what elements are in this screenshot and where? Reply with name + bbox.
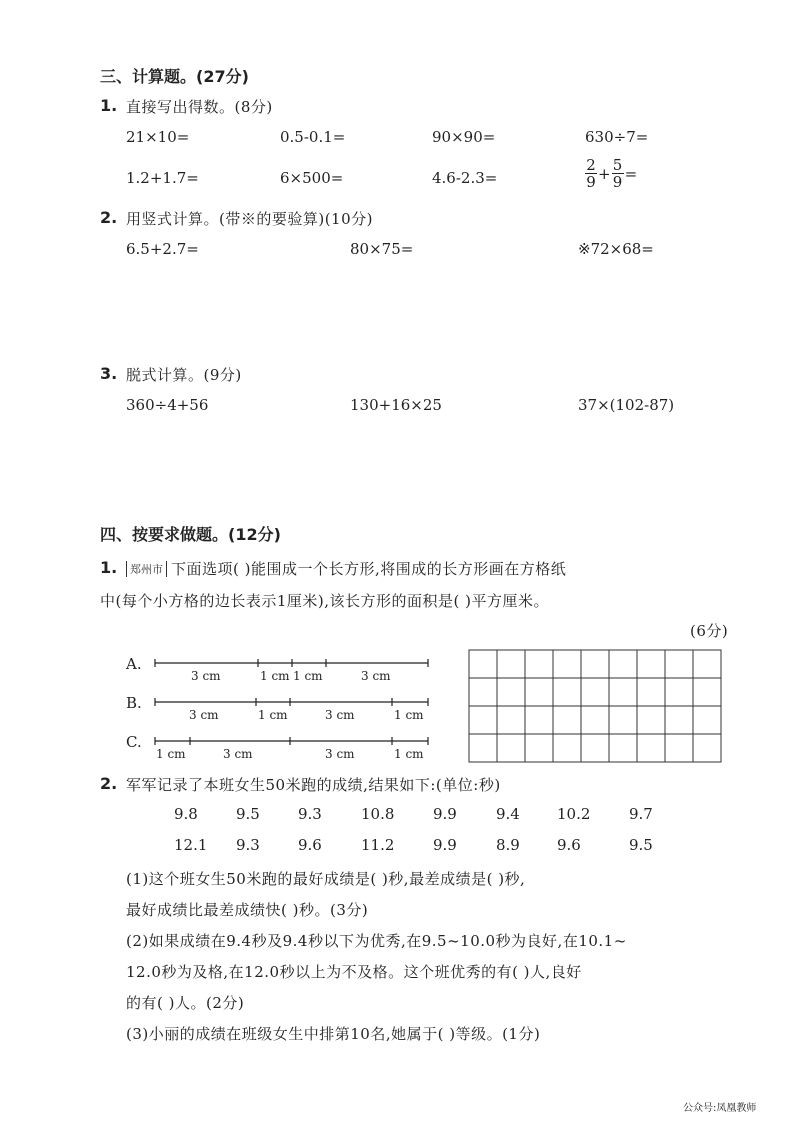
- calc-item: 4.6-2.3=: [432, 169, 498, 187]
- q3-1-number: 1.: [100, 96, 118, 115]
- section-3-title: 三、计算题。(27分): [100, 67, 249, 86]
- stepwise-calc-item: 130+16×25: [350, 396, 442, 414]
- score-value: 9.9: [433, 836, 457, 854]
- calc-item: 1.2+1.7=: [126, 169, 199, 187]
- q4-2-part3: (3)小丽的成绩在班级女生中排第10名,她属于( )等级。(1分): [126, 1025, 541, 1043]
- segment-line-a: [155, 659, 428, 667]
- segment-label: 3 cm: [325, 747, 355, 761]
- score-value: 9.3: [298, 805, 322, 823]
- vertical-calc-item: 80×75=: [350, 240, 414, 258]
- q4-2-part2-line2: 12.0秒为及格,在12.0秒以上为不及格。这个班优秀的有( )人,良好: [126, 963, 582, 981]
- segment-line-c: [155, 737, 428, 745]
- segment-label: 1 cm: [258, 708, 288, 722]
- segment-label: 1 cm: [293, 669, 323, 683]
- option-c-label: C.: [126, 733, 142, 751]
- q4-1-text-2: 中(每个小方格的边长表示1厘米),该长方形的面积是( )平方厘米。: [100, 592, 549, 610]
- segment-label: 1 cm: [394, 708, 424, 722]
- calc-item: 21×10=: [126, 128, 190, 146]
- fraction-2-9: $\frac{2}{9}$: [586, 156, 596, 191]
- score-value: 9.5: [236, 805, 260, 823]
- score-value: 9.4: [496, 805, 520, 823]
- segment-label: 1 cm: [394, 747, 424, 761]
- score-value: 9.8: [174, 805, 198, 823]
- q4-2-part2-line3: 的有( )人。(2分): [126, 994, 245, 1012]
- score-value: 9.9: [433, 805, 457, 823]
- footer-wechat: 公众号:凤凰教师: [683, 1103, 757, 1114]
- q3-2-number: 2.: [100, 208, 118, 227]
- score-value: 10.2: [557, 805, 591, 823]
- q4-2-number: 2.: [100, 774, 118, 793]
- vertical-calc-item: 6.5+2.7=: [126, 240, 199, 258]
- score-value: 9.3: [236, 836, 260, 854]
- plus-sign: +: [598, 164, 611, 183]
- segment-label: 3 cm: [223, 747, 253, 761]
- score-value: 9.6: [557, 836, 581, 854]
- calc-item: 0.5-0.1=: [280, 128, 346, 146]
- score-value: 9.7: [629, 805, 653, 823]
- section-4-title: 四、按要求做题。(12分): [100, 525, 281, 544]
- score-value: 8.9: [496, 836, 520, 854]
- segment-label: 3 cm: [361, 669, 391, 683]
- option-a-label: A.: [126, 655, 142, 673]
- score-value: 11.2: [361, 836, 395, 854]
- segment-label: 1 cm: [260, 669, 290, 683]
- segment-label: 1 cm: [156, 747, 186, 761]
- calc-item: 90×90=: [432, 128, 496, 146]
- segment-label: 3 cm: [189, 708, 219, 722]
- q4-1-number: 1.: [100, 558, 118, 577]
- score-value: 12.1: [174, 836, 208, 854]
- q4-1-text-1: 下面选项( )能围成一个长方形,将围成的长方形画在方格纸: [171, 560, 567, 578]
- grid-paper: [469, 650, 721, 762]
- calc-item: 630÷7=: [585, 128, 649, 146]
- calc-item: 6×500=: [280, 169, 344, 187]
- q4-1-score: (6分): [690, 622, 729, 640]
- q4-2-part1-line1: (1)这个班女生50米跑的最好成绩是( )秒,最差成绩是( )秒,: [126, 870, 526, 888]
- segment-label: 3 cm: [191, 669, 221, 683]
- stepwise-calc-item: 37×(102-87): [578, 396, 675, 414]
- segment-line-b: [155, 698, 428, 706]
- region-tag: 郑州市: [126, 561, 167, 577]
- score-value: 10.8: [361, 805, 395, 823]
- score-value: 9.6: [298, 836, 322, 854]
- option-b-label: B.: [126, 694, 142, 712]
- stepwise-calc-item: 360÷4+56: [126, 396, 209, 414]
- q4-2-text: 军军记录了本班女生50米跑的成绩,结果如下:(单位:秒): [126, 776, 501, 794]
- q4-2-part2-line1: (2)如果成绩在9.4秒及9.4秒以下为优秀,在9.5~10.0秒为良好,在10.1~: [126, 932, 627, 950]
- q3-3-text: 脱式计算。(9分): [126, 366, 242, 384]
- score-value: 9.5: [629, 836, 653, 854]
- q4-2-part1-line2: 最好成绩比最差成绩快( )秒。(3分): [126, 901, 369, 919]
- segment-label: 3 cm: [325, 708, 355, 722]
- q3-1-text: 直接写出得数。(8分): [126, 98, 273, 116]
- vertical-calc-item: ※72×68=: [578, 240, 654, 258]
- equals-sign: =: [624, 164, 638, 183]
- fraction-5-9: $\frac{5}{9}$: [612, 156, 623, 191]
- q3-3-number: 3.: [100, 364, 118, 383]
- q3-2-text: 用竖式计算。(带※的要验算)(10分): [126, 210, 373, 228]
